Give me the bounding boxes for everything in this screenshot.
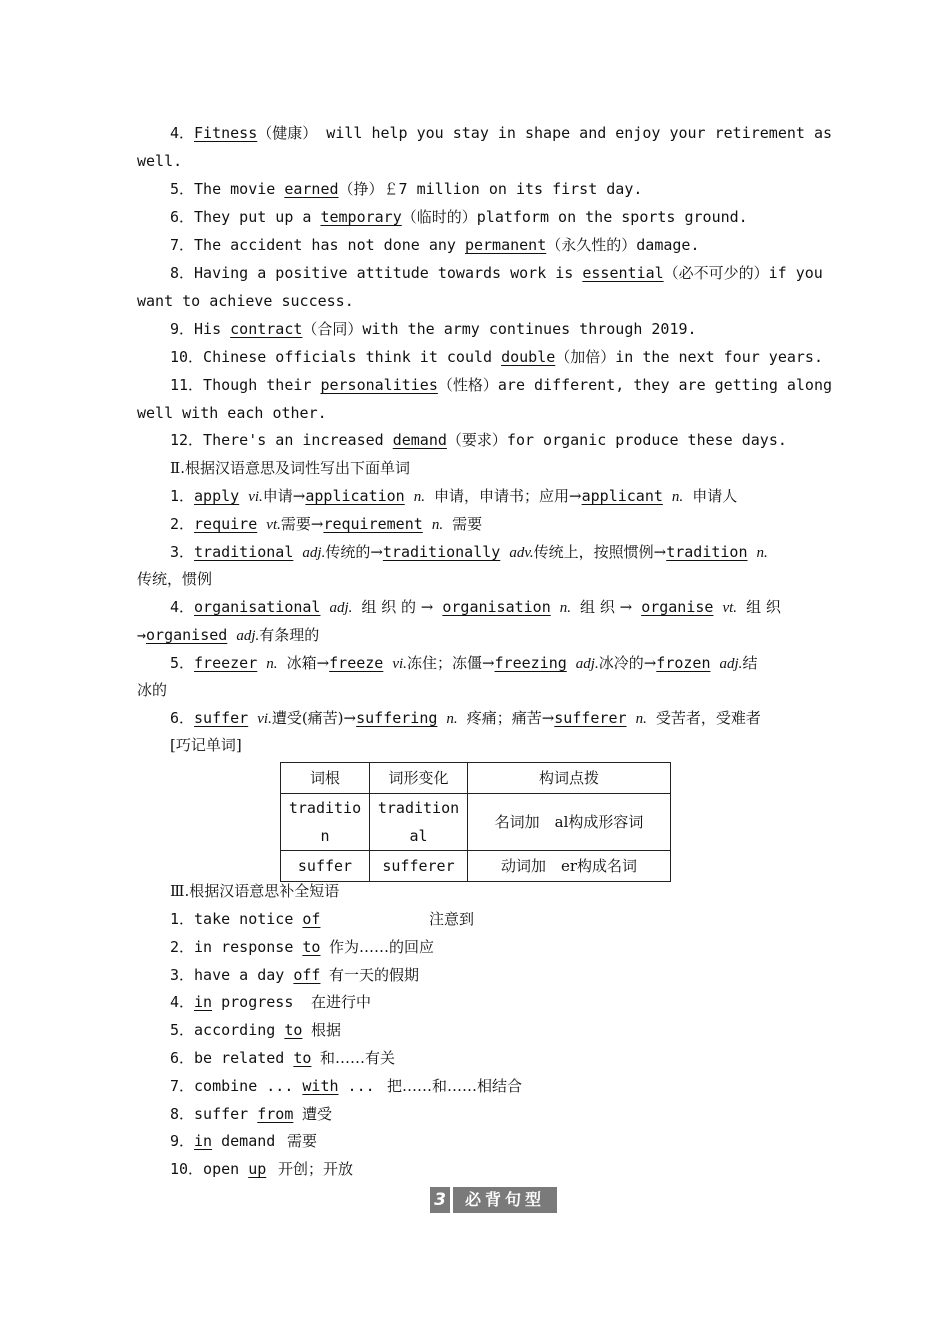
word-item-3: 3．traditional adj.传统的→traditionally adv.传统上，按照惯例→tradition n. [170, 543, 768, 561]
phrase-answer: to [284, 1021, 303, 1040]
phrase-answer: in [194, 1132, 213, 1151]
phrase-item [170, 1159, 266, 1179]
sentence-12: 12．There's an increased demand（要求）for organic produce these days. [170, 431, 787, 449]
table-cell [281, 794, 370, 851]
phrase-meaning: 在进行中 [311, 993, 372, 1012]
phrase-text: 5．according [170, 1021, 285, 1040]
word-item-6: 6．suffer vi.遭受(痛苦)→suffering n. 疼痛；痛苦→sufferer n. 受苦者，受难者 [170, 709, 761, 727]
phrase-text: 9． [170, 1132, 195, 1151]
sentence-8-continued: want to achieve success. [137, 292, 354, 310]
table-header: 词根 [281, 763, 370, 794]
table-row [281, 794, 671, 851]
phrase-answer: off [293, 965, 321, 984]
phrase-item [170, 992, 293, 1012]
sentence-8: 8．Having a positive attitude towards work is essential（必不可少的）if you [170, 264, 823, 282]
word-item-4: 4．organisational adj. 组 织 的 → organisation n. 组 织 → organise vt. 组 织 [170, 598, 781, 616]
section-banner [430, 1187, 557, 1213]
phrase-meaning: 需要 [287, 1132, 318, 1151]
phrase-text: 10．open [170, 1160, 249, 1179]
table-cell-line: tradition [377, 799, 460, 817]
table-cell-line: al [409, 827, 428, 845]
section-2-heading: Ⅱ.根据汉语意思及词性写出下面单词 [170, 459, 410, 477]
phrase-text: 4． [170, 993, 195, 1012]
phrase-answer: of [302, 910, 321, 928]
phrase-meaning: 注意到 [429, 910, 475, 928]
phrase-meaning: 和……有关 [320, 1049, 396, 1067]
phrase-item [170, 1131, 275, 1151]
phrase-answer: in [194, 993, 213, 1012]
phrase-meaning: 有一天的假期 [329, 965, 420, 984]
word-item-5: 5．freezer n. 冰箱→freeze vi.冻住；冻僵→freezing adj.冰冷的→frozen adj.结 [170, 654, 758, 672]
banner-number: 3 [430, 1187, 450, 1213]
phrase-text: 8．suffer [170, 1104, 258, 1123]
phrase-answer: to [302, 937, 321, 956]
table-header: 词形变化 [370, 763, 468, 794]
sentence-4: 4．Fitness（健康） will help you stay in shape and enjoy your retirement as [170, 124, 833, 142]
phrase-item [170, 1076, 375, 1096]
word-item-1: 1．apply vi.申请→application n. 申请，申请书；应用→applicant n. 申请人 [170, 487, 738, 505]
table-header-row [281, 763, 671, 794]
word-item-2: 2．require vt.需要→requirement n. 需要 [170, 515, 483, 533]
phrase-answer: up [248, 1160, 267, 1179]
phrase-text: 7．combine ... [170, 1076, 303, 1095]
sentence-9: 9．His contract（合同）with the army continues through 2019. [170, 320, 697, 338]
table-row [281, 851, 671, 882]
phrase-meaning: 开创；开放 [278, 1160, 354, 1179]
phrase-text: 3．have a day [170, 965, 294, 984]
phrase-text: progress [212, 993, 294, 1012]
phrase-text: ... [338, 1076, 375, 1095]
section-3-heading: Ⅲ.根据汉语意思补全短语 [170, 882, 340, 900]
table-cell: sufferer [370, 851, 468, 882]
word-item-4-continued: →organised adj.有条理的 [137, 626, 320, 644]
memory-label: [巧记单词] [170, 736, 242, 754]
table-cell: 名词加 al构成形容词 [468, 794, 671, 851]
phrase-answer: from [257, 1104, 294, 1123]
phrase-text: 1．take notice [170, 910, 303, 928]
word-item-3-continued: 传统，惯例 [137, 570, 213, 588]
phrase-text: 2．in response [170, 937, 303, 956]
phrase-item [170, 937, 320, 957]
sentence-11: 11．Though their personalities（性格）are different, they are getting along [170, 376, 833, 394]
phrase-answer: to [293, 1049, 312, 1067]
phrase-answer: with [302, 1076, 339, 1095]
sentence-11-continued: well with each other. [137, 404, 327, 422]
phrase-item [170, 909, 320, 929]
phrase-item [170, 965, 320, 985]
sentence-5: 5．The movie earned（挣）￡7 million on its first day. [170, 180, 643, 198]
sentence-4-continued: well. [137, 152, 183, 170]
banner-title: 必背句型 [453, 1187, 557, 1213]
table-header: 构词点拨 [468, 763, 671, 794]
table-cell-line: n [320, 827, 330, 845]
sentence-10: 10．Chinese officials think it could double（加倍）in the next four years. [170, 348, 823, 366]
phrase-text: demand [212, 1132, 276, 1151]
phrase-item [170, 1020, 302, 1040]
sentence-7: 7．The accident has not done any permanent（永久性的）damage. [170, 236, 700, 254]
word-formation-table [280, 762, 671, 882]
word-item-5-continued: 冰的 [137, 681, 168, 699]
table-cell-line: traditio [288, 799, 362, 817]
sentence-6: 6．They put up a temporary（临时的）platform on the sports ground. [170, 208, 748, 226]
phrase-item [170, 1048, 311, 1068]
table-cell: 动词加 er构成名词 [468, 851, 671, 882]
phrase-meaning: 根据 [311, 1021, 342, 1040]
phrase-meaning: 遭受 [302, 1104, 333, 1123]
table-cell: suffer [281, 851, 370, 882]
phrase-text: 6．be related [170, 1049, 294, 1067]
phrase-meaning: 作为……的回应 [329, 937, 435, 956]
table-cell [370, 794, 468, 851]
phrase-meaning: 把……和……相结合 [387, 1076, 523, 1095]
phrase-item [170, 1104, 293, 1124]
